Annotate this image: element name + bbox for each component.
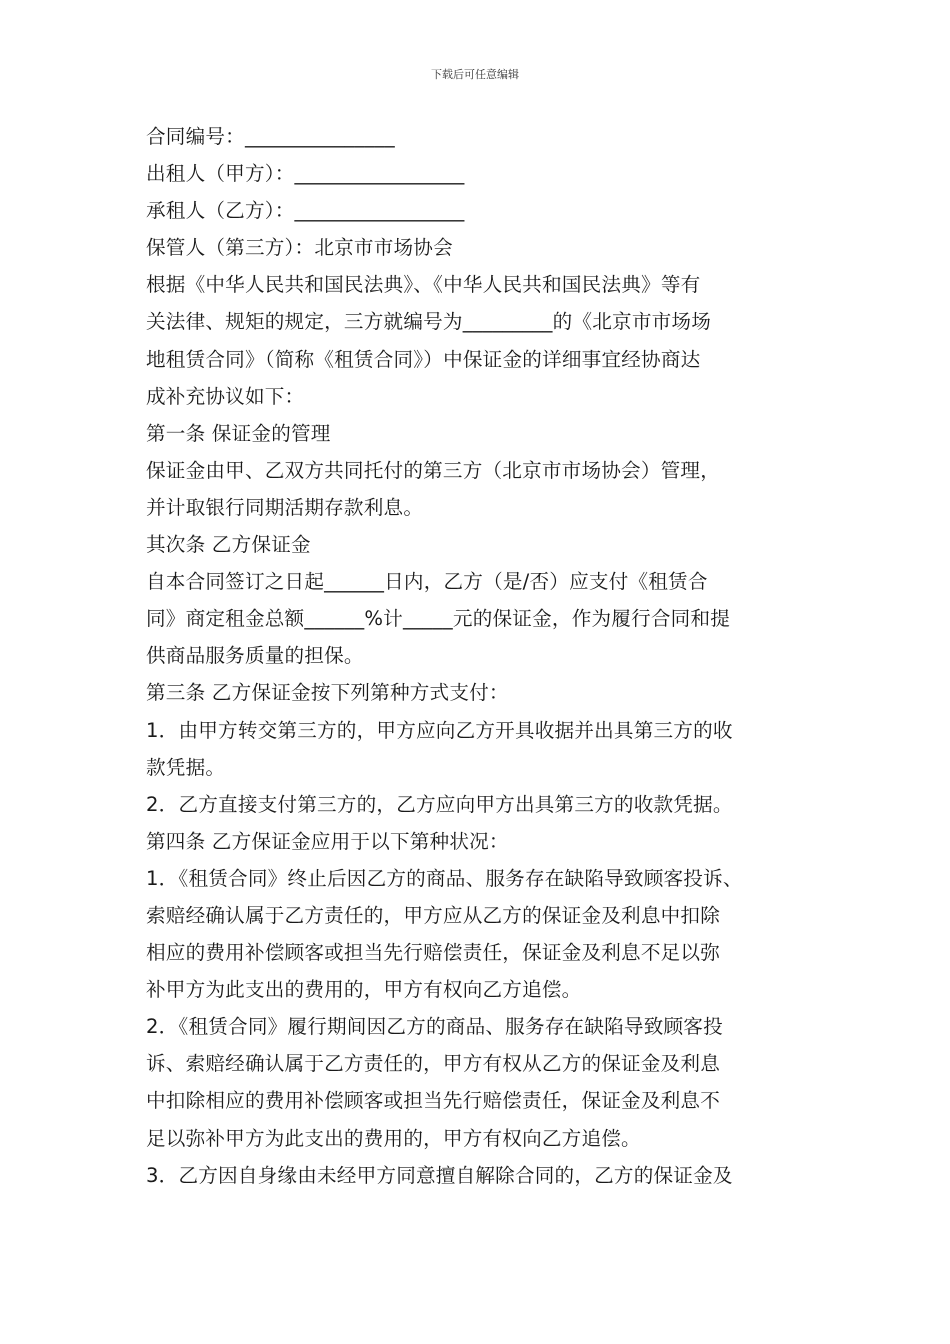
lessor-line: 出租人（甲方）：_________________ (146, 162, 465, 186)
list-item-line: 2．《租赁合同》履行期间因乙方的商品、服务存在缺陷导致顾客投 (146, 1015, 723, 1039)
article-heading: 第三条 乙方保证金按下列第种方式支付： (146, 681, 509, 705)
list-item-line: 补甲方为此支出的费用的，甲方有权向乙方追偿。 (146, 978, 582, 1002)
document-body (146, 118, 826, 1194)
list-item-line: 相应的费用补偿顾客或担当先行赔偿责任，保证金及利息不足以弥 (146, 941, 721, 965)
paragraph-line: 并计取银行同期活期存款利息。 (146, 495, 424, 519)
paragraph-line: 供商品服务质量的担保。 (146, 644, 364, 668)
list-item-line: 1．《租赁合同》终止后因乙方的商品、服务存在缺陷导致顾客投诉、 (146, 866, 743, 890)
list-item-line: 索赔经确认属于乙方责任的，甲方应从乙方的保证金及利息中扣除 (146, 903, 721, 927)
list-item-line: 2．乙方直接支付第三方的，乙方应向甲方出具第三方的收款凭据。 (146, 792, 733, 816)
contract-number-line: 合同编号：_______________ (146, 125, 395, 148)
list-item-line: 款凭据。 (146, 755, 226, 779)
paragraph-line: 成补充协议如下： (146, 384, 305, 408)
paragraph-line: 自本合同签订之日起______日内，乙方（是/否）应支付《租赁合 (146, 570, 708, 594)
list-item-line: 足以弥补甲方为此支出的费用的，甲方有权向乙方追偿。 (146, 1126, 641, 1150)
paragraph-line: 关法律、规矩的规定，三方就编号为_________的《北京市市场场 (146, 310, 712, 334)
article-heading: 第一条 保证金的管理 (146, 421, 331, 445)
custodian-line: 保管人（第三方）：北京市市场协会 (146, 236, 453, 260)
paragraph-line: 同》商定租金总额______%计_____元的保证金，作为履行合同和提 (146, 607, 731, 631)
list-item-line: 中扣除相应的费用补偿顾客或担当先行赔偿责任，保证金及利息不 (146, 1089, 721, 1113)
article-heading: 第四条 乙方保证金应用于以下第种状况： (146, 829, 509, 853)
list-item-line: 1．由甲方转交第三方的，甲方应向乙方开具收据并出具第三方的收 (146, 718, 733, 742)
paragraph-line: 保证金由甲、乙双方共同托付的第三方（北京市市场协会）管理， (146, 458, 721, 482)
lessee-line: 承租人（乙方）：_________________ (146, 199, 465, 223)
article-heading: 其次条 乙方保证金 (146, 533, 311, 557)
list-item-line: 3．乙方因自身缘由未经甲方同意擅自解除合同的，乙方的保证金及 (146, 1163, 733, 1187)
list-item-line: 诉、索赔经确认属于乙方责任的，甲方有权从乙方的保证金及利息 (146, 1052, 721, 1076)
paragraph-line: 地租赁合同》（简称《租赁合同》）中保证金的详细事宜经协商达 (146, 347, 701, 371)
page-header-note: 下载后可任意编辑 (431, 68, 519, 81)
paragraph-line: 根据《中华人民共和国民法典》、《中华人民共和国民法典》等有 (146, 273, 701, 297)
